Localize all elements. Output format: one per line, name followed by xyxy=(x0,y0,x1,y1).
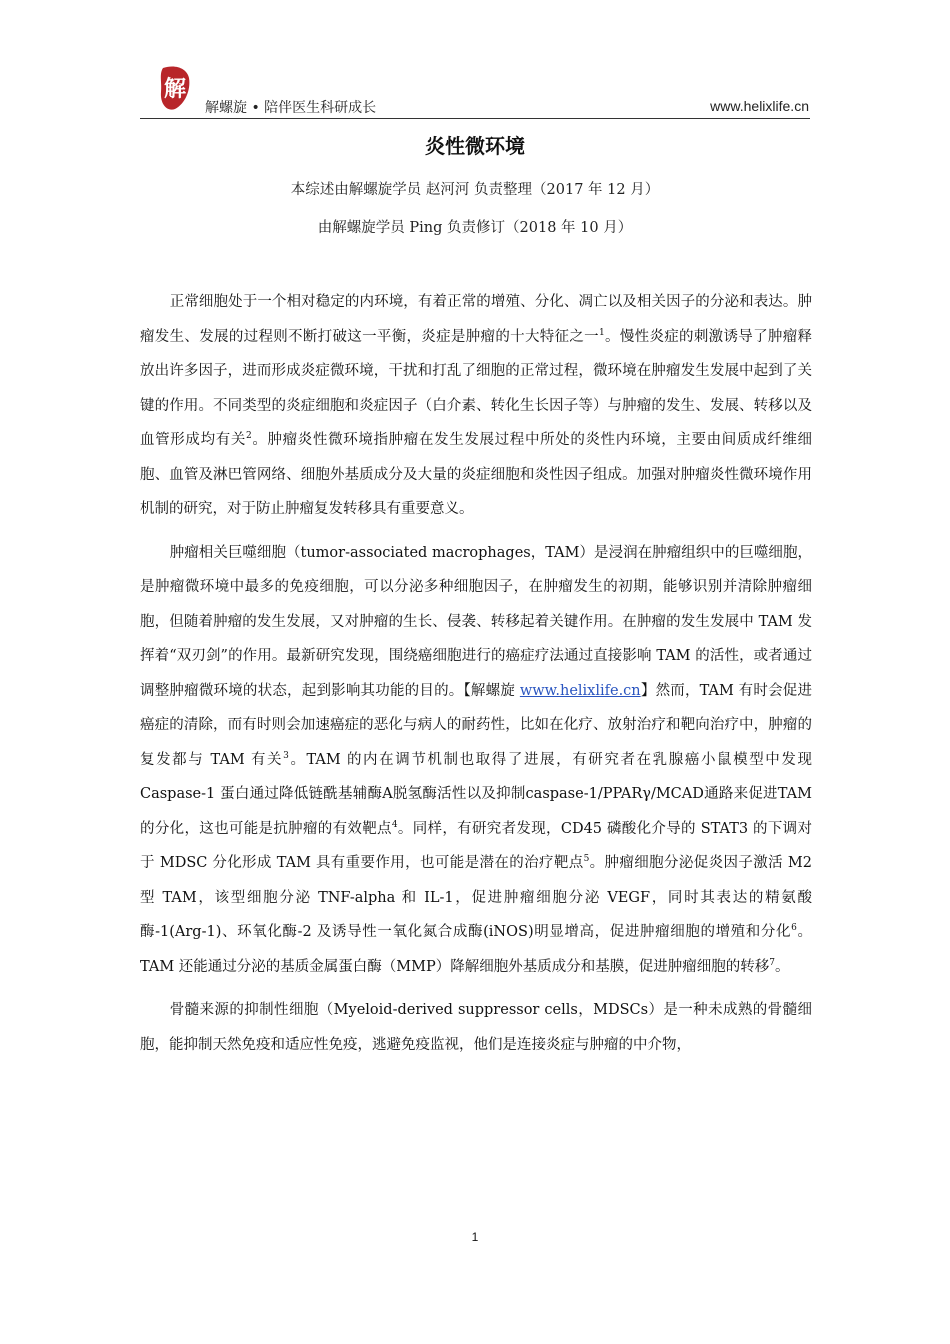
citation-6[interactable]: 6 xyxy=(791,923,797,934)
text-run: 。肿瘤炎性微环境指肿瘤在发生发展过程中所处的炎性内环境，主要由间质成纤维细胞、血管及淋巴管网络、细胞外基质成分及大量的炎症细胞和炎性因子组成。加强对肿瘤炎性微环境作用机制的研究，对于防止肿瘤复发转移具有重要意义。 xyxy=(140,432,812,517)
text-run: 】然而，TAM 有时会促进癌症的清除，而有时则会加速癌症的恶化与病人的耐药性，比如在化疗、放射治疗和靶向治疗中，肿瘤的复发都与 TAM 有关 xyxy=(140,682,812,768)
header-divider xyxy=(140,118,810,119)
paragraph-3 xyxy=(140,993,812,1062)
logo-glyph: 解 xyxy=(163,76,187,102)
header-url[interactable]: www.helixlife.cn xyxy=(710,98,809,114)
author-line: 本综述由解螺旋学员 赵河河 负责整理（2017 年 12 月） xyxy=(290,182,660,198)
text-run: 。 xyxy=(775,958,790,975)
helixlife-link[interactable]: www.helixlife.cn xyxy=(519,682,641,699)
text-run: 。TAM 还能通过分泌的基质金属蛋白酶（MMP）降解细胞外基质成分和基膜，促进肿瘤细胞的转移 xyxy=(140,924,812,975)
article-body xyxy=(140,285,812,1071)
paragraph-1 xyxy=(140,285,812,527)
text-run: 。同样，有研究者发现，CD45 磷酸化介导的 STAT3 的下调对于 MDSC 分化形成 TAM 具有重要作用，也可能是潜在的治疗靶点 xyxy=(140,820,812,871)
page-number: 1 xyxy=(471,1230,479,1244)
citation-3[interactable]: 3 xyxy=(283,750,289,761)
text-run: 。TAM 的内在调节机制也取得了进展，有研究者在乳腺癌小鼠模型中发现 Caspase-1 蛋白通过降低链酰基辅酶A脱氢酶活性以及抑制caspase-1/PPARγ/MCAD通路来促进TAM的分化，这也可能是抗肿瘤的有效靶点 xyxy=(140,751,812,837)
revision-line: 由解螺旋学员 Ping 负责修订（2018 年 10 月） xyxy=(317,220,633,236)
header-brand: 解螺旋 • 陪伴医生科研成长 xyxy=(205,100,377,116)
citation-5[interactable]: 5 xyxy=(583,854,590,865)
page-title: 炎性微环境 xyxy=(425,134,525,158)
text-run: 肿瘤相关巨噬细胞（tumor-associated macrophages，TAM）是浸润在肿瘤组织中的巨噬细胞，是肿瘤微环境中最多的免疫细胞，可以分泌多种细胞因子，在肿瘤发生的初期，能够识别并清除肿瘤细胞，但随着肿瘤的发生发展，又对肿瘤的生长、侵袭、转移起着关键作用。在肿瘤的发生发展中 TAM 发挥着“双刃剑”的作用。最新研究发现，围绕癌细胞进行的癌症疗法通过直接影响 TAM 的活性，或者通过调整肿瘤微环境的状态，起到影响其功能的目的。【解螺旋 xyxy=(140,544,812,699)
text-run: 。肿瘤细胞分泌促炎因子激活 M2 型 TAM，该型细胞分泌 TNF-alpha 和 IL-1，促进肿瘤细胞分泌 VEGF，同时其表达的精氨酸酶-1(Arg-1)、环氧化酶-2 及诱导性一氧化氮合成酶(iNOS)明显增高，促进肿瘤细胞的增殖和分化 xyxy=(140,855,812,940)
text-run: 正常细胞处于一个相对稳定的内环境，有着正常的增殖、分化、凋亡以及相关因子的分泌和表达。肿瘤发生、发展的过程则不断打破这一平衡，炎症是肿瘤的十大特征之一 xyxy=(140,294,812,345)
text-run: 骨髓来源的抑制性细胞（Myeloid-derived suppressor cells，MDSCs）是一种未成熟的骨髓细胞，能抑制天然免疫和适应性免疫，逃避免疫监视，他们是连接炎症与肿瘤的中介物， xyxy=(140,1002,812,1053)
paragraph-2 xyxy=(140,536,812,985)
citation-7[interactable]: 7 xyxy=(769,957,775,968)
helixlife-logo-icon xyxy=(155,64,195,112)
text-run: 。慢性炎症的刺激诱导了肿瘤释放出许多因子，进而形成炎症微环境，干扰和打乱了细胞的正常过程，微环境在肿瘤发生发展中起到了关键的作用。不同类型的炎症细胞和炎症因子（白介素、转化生长因子等）与肿瘤的发生、发展、转移以及血管形成均有关 xyxy=(140,328,813,448)
citation-4[interactable]: 4 xyxy=(391,819,398,830)
citation-2[interactable]: 2 xyxy=(246,431,252,442)
citation-1[interactable]: 1 xyxy=(598,327,605,338)
